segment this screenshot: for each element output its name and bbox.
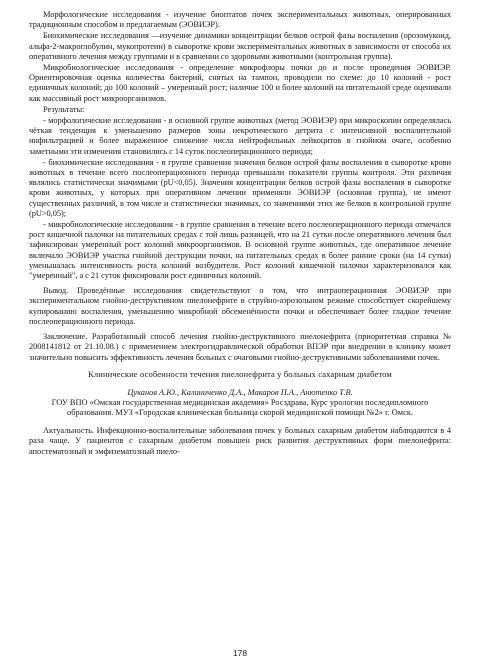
article-authors: Цуканов А.Ю., Калиниченко Д.А., Макаров П.А., Анютенко Т.В. bbox=[127, 387, 353, 397]
article-affiliation: ГОУ ВПО «Омская государственная медицинская академия» Росздрава, Курс урологии последипломного образования. МУЗ «Городская клиническая больница скорой медицинской помощи №2» г. Омск. bbox=[51, 397, 429, 417]
result-microbiology: - микробиологические исследования - в группе сравнения в течение всего послеоперационного периода отмечался рост кишечной палочки на питательных средах с той лишь разницей, что на 21 сутки после оперативного лечения был зафиксирован умеренный рост колоний микроорганизмов. В основной группе животных, где оперативное лечение включало ЭОВИЭР участка гнойной деструкции почки, на питательных средах в более ранние сроки (на 14 сутки) уменьшалась интенсивность роста колоний возбудителя. Рост колоний кишечной палочки характеризовался как "умеренный", а с 21 суток фиксировали рост единичных колоний. bbox=[29, 220, 451, 281]
result-morphology: - морфологические исследования - в основной группе животных (метод ЭОВИЭР) при микроскопии определялась чёткая тенденция к уменьшению размеров зоны некротического детрита с интенсивной воспалительной инфильтрацией и более выраженное снижение числа нейтрофильных лейкоцитов в гнойном очаге, особенно заметными эти изменения становились с 14 суток послеоперационного периода; bbox=[29, 116, 451, 156]
paragraph-conclusion-brief: Вывод. Проведённые исследования свидетельствуют о том, что интраоперационная ЭОВИЭР при экспериментальном гнойно-деструктивном пиелонефрите в струйно-аэрозольном режиме способствует скорейшему купированию воспаления, уменьшению микробной обсеменённости почки и обеспечивает более гладкое течение послеоперационного периода. bbox=[29, 286, 451, 326]
paragraph-biochemistry: Биохимические исследования —изучение динамики концентрации белков острой фазы воспаления (орозомукоид, альфа-2-макроглобулин, мукопротеин) в сыворотке крови экспериментальных животных в зависимости от способа их оперативного лечения между группами и в сравнении со здоровыми животными (контрольная группа). bbox=[29, 31, 451, 61]
paragraph-relevance: Актуальность. Инфекционно-воспалительные заболевания почек у больных сахарным диабетом наблюдаются в 4 раза чаще. У пациентов с сахарным диабетом повышен риск развития деструктивных форм пиелонефрита: апостематозный и эмфизематозный пиело- bbox=[29, 426, 451, 456]
article-title: Клинические особенности течения пиелонефрита у больных сахарным диабетом bbox=[88, 368, 392, 379]
result-biochemistry: - биохимические исследования - в группе сравнения значения белков острой фазы воспаления в сыворотке крови животных в течение всего послеоперационного периода превышали показатели группы контроля. Эти различия являлись статистически значимыми (рU<0,05). Значения концентрации белков острой фазы воспаления в сыворотке крови животных, у которых при оперативном лечении применяли ЭОВИЭР (основная группа), не имеют существенных различий, в том числе и статистически значимых, со значениями этих же белков в контрольной группе (рU>0,05); bbox=[29, 157, 451, 218]
paragraph-conclusion: Заключение. Разработанный способ лечения гнойно-деструктивного пиелонефрита (приоритетная справка № 2008141812 от 21.10.08.) с применением электрогидравлической обработки ВПЭР при внедрении в клинику может значительно повысить эффективность лечения больных с очаговыми гнойно-деструктивными заболеваниями почек. bbox=[29, 332, 451, 362]
results-heading: Результаты: bbox=[43, 104, 85, 114]
paragraph-morphology: Морфологические исследования - изучение биоптатов почек экспериментальных животных, оперированных традиционным способом и предлагаемым (ЭОВИЭР). bbox=[29, 10, 451, 30]
paragraph-microbiology: Микробиологические исследования - определение микрофлоры почки до и после проведения ЭОВИЭР. Ориентировочная оценка количества бактерий, снятых на тампон, проводили по схеме: до 10 колоний - рост единичных колоний; до 100 колоний – умеренный рост; наличие 100 и более колоний на питательной среде оценивали как массивный рост микроорганизмов. bbox=[29, 63, 451, 103]
page-number: 178 bbox=[233, 648, 247, 658]
